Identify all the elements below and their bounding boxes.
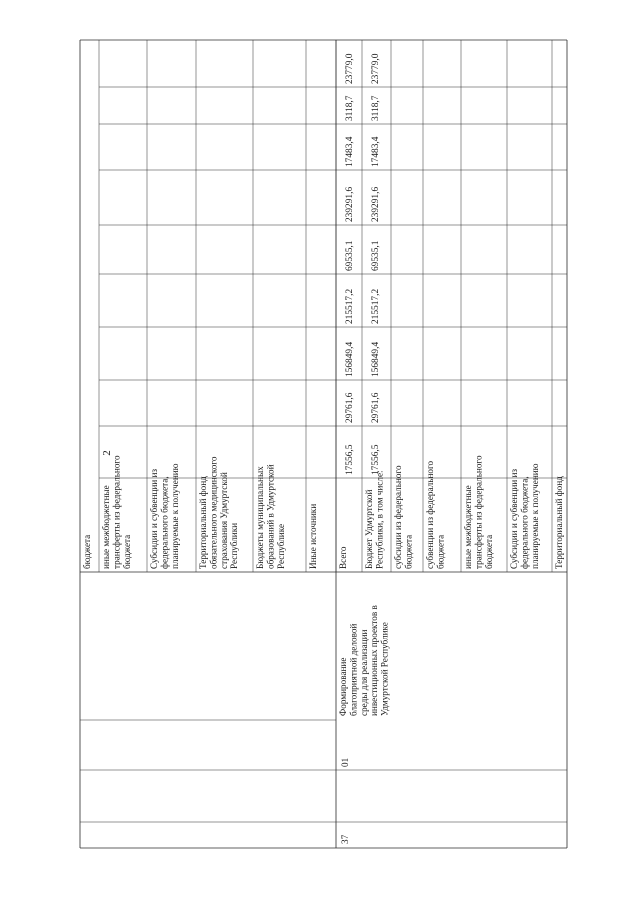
row-label: федерального бюджета,	[519, 476, 530, 569]
row-label: Иные источники	[308, 503, 318, 569]
row-label: Всего	[338, 546, 348, 569]
value-cell: 239291,6	[345, 186, 355, 222]
value-cell: 239291,6	[371, 186, 381, 222]
value-cell: 69535,1	[371, 240, 381, 271]
row-label: трансферты из федерального	[111, 455, 122, 569]
value-cell: 17483,4	[371, 136, 381, 167]
row-label: Республики, в том числе:	[374, 470, 385, 569]
row-label: Территориальный фонд	[554, 476, 564, 569]
value-cell: 23779,0	[371, 53, 381, 84]
row-label: обязательного медицинского	[208, 456, 219, 569]
value-cell: 23779,0	[345, 53, 355, 84]
row-label: бюджета	[403, 534, 414, 569]
row-label: Субсидии и субвенции из	[509, 468, 519, 569]
item-code: 01	[340, 757, 350, 767]
item-title-line: Удмуртской Республике	[379, 622, 390, 716]
row-label: планируемые к получению	[529, 463, 540, 569]
value-cell: 215517,2	[345, 288, 355, 324]
value-cell: 156849,4	[371, 341, 381, 377]
row-label: субвенции из федерального	[425, 460, 435, 569]
row-label: бюджета	[121, 534, 132, 569]
row-label: бюджета	[435, 534, 446, 569]
value-cell: 29761,6	[371, 392, 381, 423]
item-title-line: среды для реализации	[358, 629, 369, 716]
page-number: 2	[100, 450, 113, 456]
row-label: федерального бюджета,	[159, 476, 170, 569]
row-label: планируемые к получению	[169, 463, 180, 569]
row-label: страхования Удмуртской	[218, 472, 229, 569]
value-cell: 215517,2	[371, 288, 381, 324]
value-cell: 156849,4	[345, 341, 355, 377]
value-cell: 17556,5	[345, 444, 355, 475]
row-label: Бюджет Удмуртской	[364, 489, 374, 569]
row-label: Территориальный фонд	[198, 476, 208, 569]
row-label: трансферты из федерального	[473, 455, 484, 569]
item-title-line: инвестиционных проектов в	[369, 605, 380, 716]
item-title-line: благоприятной деловой	[348, 623, 359, 716]
item-number: 37	[340, 834, 350, 844]
row-label: иные межбюджетные	[463, 485, 473, 569]
row-label: образований в Удмуртской	[265, 464, 276, 569]
value-cell: 17483,4	[345, 136, 355, 167]
row-label: Субсидии и субвенции из	[149, 468, 159, 569]
value-cell: 3118,7	[371, 95, 381, 121]
row-label: иные межбюджетные	[101, 485, 111, 569]
row-label: Республики	[229, 522, 240, 569]
item-title-line: Формирование	[338, 657, 348, 716]
row-label: бюджета	[82, 534, 92, 569]
row-label: бюджета	[483, 534, 494, 569]
row-label: Бюджеты муниципальных	[255, 466, 265, 569]
row-label: субсидии из федерального	[393, 465, 403, 569]
value-cell: 29761,6	[345, 392, 355, 423]
value-cell: 17556,5	[371, 444, 381, 475]
value-cell: 3118,7	[345, 95, 355, 121]
row-label: Республике	[275, 523, 286, 569]
value-cell: 69535,1	[345, 240, 355, 271]
